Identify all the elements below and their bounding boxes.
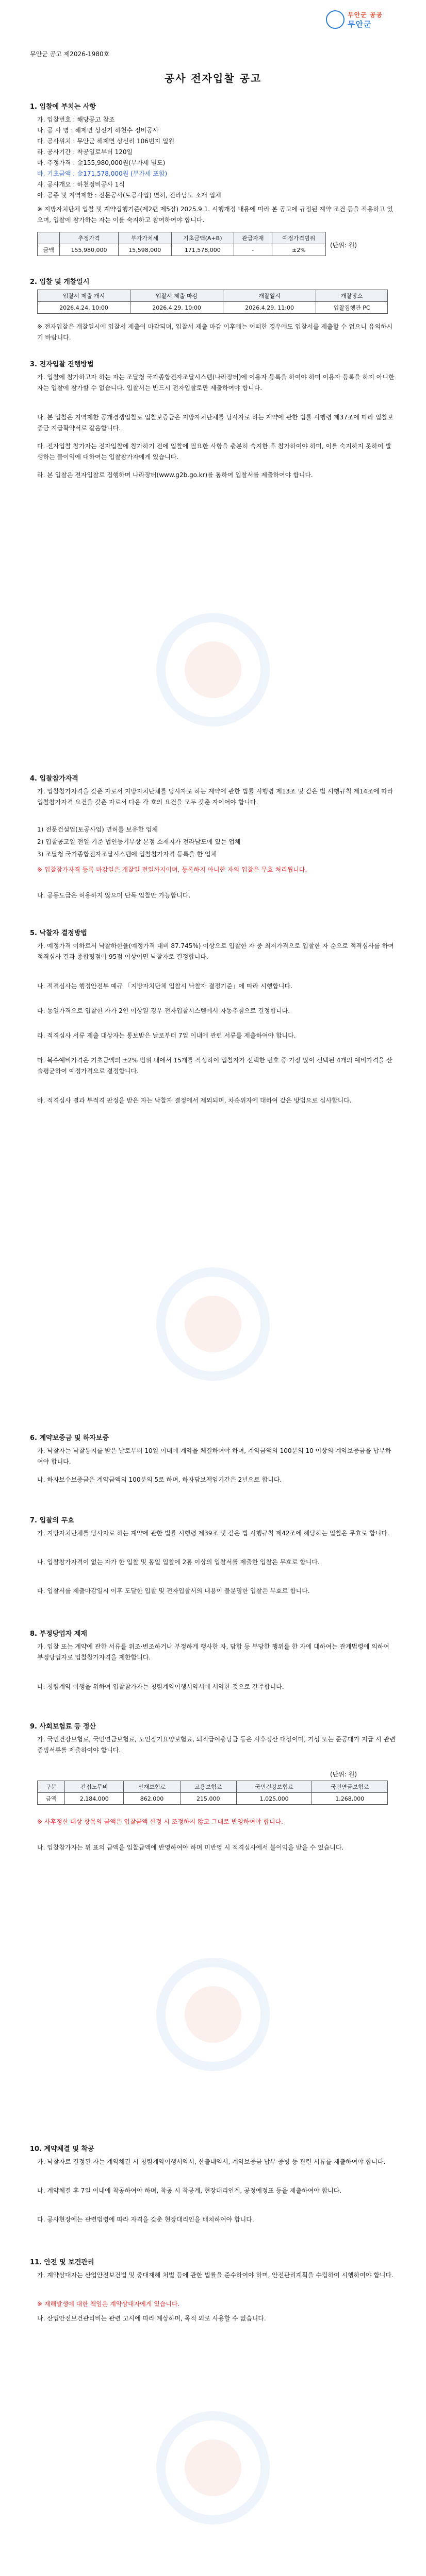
s7-paragraph: 나. 입찰참가자격이 없는 자가 한 입찰 및 동일 입찰에 2통 이상의 입찰서를 제출한 입찰은 무효로 합니다. [37,1558,320,1566]
price-table [37,232,326,256]
s2-note: ※ 전자입찰은 개찰일시에 입찰서 제출이 마감되며, 입찰서 제출 마감 이후에는 어떠한 경우에도 입찰서를 제출할 수 없으니 유의하시기 바랍니다. [37,323,393,341]
insurance-table [37,1781,388,1805]
s8-paragraph: 나. 청렴계약 이행을 위하여 입찰참가자는 청렴계약이행서약서에 서약한 것으로 간주합니다. [37,1683,284,1690]
s3-paragraph: 나. 본 입찰은 지역제한 공개경쟁입찰로 입찰보증금은 지방자치단체를 당사자로 하는 계약에 관한 법률 시행령 제37조에 따라 입찰보증금 지급확약서로 갈음합니다. [37,414,394,432]
insurance-header: 간접노무비 [65,1781,124,1793]
price-table-header [38,232,60,244]
county-watermark-icon [136,592,290,747]
price-table-caption: (단위: 원) [330,242,357,249]
s3-paragraph: 다. 전자입찰 참가자는 전자입찰에 참가하기 전에 입찰에 필요한 사항을 충분히 숙지한 후 참가하여야 하며, 이를 숙지하지 못하여 발생하는 불이익에 대하여는 입찰참가자에게 있습니다. [37,443,391,461]
s5-paragraph: 나. 적격심사는 행정안전부 예규 「지방자치단체 입찰시 낙찰자 결정기준」에 따라 시행합니다. [37,982,292,990]
s5-paragraph: 다. 동일가격으로 입찰한 자가 2인 이상일 경우 전자입찰시스템에서 자동추첨으로 결정합니다. [37,1007,290,1014]
s1-line: 마. 추정가격 : 金155,980,000원(부가세 별도) [37,159,166,166]
logo-big-text: 무안군 [348,20,372,29]
price-table-cell: - [234,244,272,256]
schedule-header: 입찰서 제출 개시 [38,290,130,302]
price-table-cell: 171,578,000 [171,244,234,256]
s9-warning: ※ 사후정산 대상 항목의 금액은 입찰금액 산정 시 조정하지 않고 그대로 반영하여야 합니다. [37,1818,283,1825]
s5-paragraph: 마. 복수예비가격은 기초금액의 ±2% 범위 내에서 15개를 작성하여 입찰자가 선택한 번호 중 가장 많이 선택된 4개의 예비가격을 산술평균하여 예정가격으로 결정합니다. [37,1057,392,1075]
price-table-header: 추정가격 [60,232,118,244]
insurance-table-caption: (단위: 원) [330,1771,357,1778]
county-seal-icon [326,10,345,29]
price-table-cell: 금액 [38,244,60,256]
s10-paragraph: 다. 공사현장에는 관련법령에 따라 자격을 갖춘 현장대리인을 배치하여야 합니다. [37,2216,254,2223]
section-7-heading: 7. 입찰의 무효 [30,1517,74,1524]
s1-line: 가. 입찰번호 : 해당공고 참조 [37,116,115,123]
section-1-heading: 1. 입찰에 부치는 사항 [30,103,96,111]
s1-line: 바. 기초금액 : 金171,578,000원 (부가세 포함) [37,170,168,177]
s4-paragraph: 1) 전문건설업(토공사업) 면허를 보유한 업체 [37,826,158,833]
section-6-heading: 6. 계약보증금 및 하자보증 [30,1434,109,1442]
page-title: 공사 전자입찰 공고 [164,72,262,84]
schedule-header: 개찰일시 [223,290,316,302]
price-table-cell: ±2% [272,244,325,256]
logo-small-text: 무안군 공공 [348,11,383,19]
county-logo [326,9,388,32]
s1-line: 나. 공 사 명 : 해제면 상신기 하천수 정비공사 [37,127,159,134]
s9-paragraph: 가. 국민건강보험료, 국민연금보험료, 노인장기요양보험료, 퇴직급여충당금 등은 사후정산 대상이며, 기성 또는 준공대가 지급 시 관련 증빙서류를 제출하여야 합니다. [37,1736,396,1754]
section-11-heading: 11. 안전 및 보건관리 [30,2259,94,2266]
s4-paragraph: 3) 조달청 국가종합전자조달시스템에 입찰참가자격 등록을 한 업체 [37,851,217,858]
s5-paragraph: 가. 예정가격 이하로서 낙찰하한율(예정가격 대비 87.745%) 이상으로 입찰한 자 중 최저가격으로 입찰한 자 순으로 적격심사를 하여 적격심사 결과 종합평점이 95점 이상이면 낙찰자로 결정합니다. [37,942,394,960]
schedule-table [37,290,388,314]
s3-paragraph: 가. 입찰에 참가하고자 하는 자는 조달청 국가종합전자조달시스템(나라장터)에 이용자 등록을 하여야 하며 이용자 등록을 하지 아니한 자는 입찰에 참가할 수 없습니다. 입찰서는 반드시 전자입찰로만 제출하여야 합니다. [37,374,395,392]
document-number: 무안군 공고 제2026-1980호 [30,50,110,58]
s4-paragraph: 가. 입찰참가자격을 갖춘 자로서 지방자치단체를 당사자로 하는 계약에 관한 법률 시행령 제13조 및 같은 법 시행규칙 제14조에 따라 입찰참가자격 요건을 갖춘 자로서 다음 각 호의 요건을 모두 갖춘 자이어야 합니다. [37,788,394,806]
s11-paragraph: 가. 계약상대자는 산업안전보건법 및 중대재해 처벌 등에 관한 법률을 준수하여야 하며, 안전관리계획을 수립하여 시행하여야 합니다. [37,2272,394,2279]
s8-paragraph: 가. 입찰 또는 계약에 관한 서류를 위조·변조하거나 부정하게 행사한 자, 담합 등 부당한 행위를 한 자에 대하여는 관계법령에 의하여 부정당업자로 입찰참가자격을 제한합니다. [37,1643,389,1661]
insurance-header: 고용보험료 [180,1781,236,1793]
schedule-cell: 2026.4.29. 10:00 [130,302,223,314]
s6-paragraph: 가. 낙찰자는 낙찰통지를 받은 날로부터 10일 이내에 계약을 체결하여야 하며, 계약금액의 100분의 10 이상의 계약보증금을 납부하여야 합니다. [37,1447,391,1465]
section-5-heading: 5. 낙찰자 결정방법 [30,929,87,937]
s11-warning: ※ 재해발생에 대한 책임은 계약상대자에게 있습니다. [37,2300,180,2308]
section-10-heading: 10. 계약체결 및 착공 [30,2145,94,2153]
section-9-heading: 9. 사회보험료 등 정산 [30,1723,96,1731]
insurance-cell: 금액 [38,1793,65,1805]
insurance-header: 산재보험료 [124,1781,180,1793]
s10-paragraph: 나. 계약체결 후 7일 이내에 착공하여야 하며, 착공 시 착공계, 현장대리인계, 공정예정표 등을 제출하여야 합니다. [37,2187,342,2194]
s4-warning: ※ 입찰참가자격 등록 마감일은 개찰일 전일까지이며, 등록하지 아니한 자의 입찰은 무효 처리됩니다. [37,866,307,873]
insurance-header: 국민연금보험료 [312,1781,388,1793]
s1-line: 아. 공종 및 지역제한 : 전문공사(토공사업) 면허, 전라남도 소재 업체 [37,192,221,199]
s9-paragraph: 나. 입찰참가자는 위 표의 금액을 입찰금액에 반영하여야 하며 미반영 시 적격심사에서 불이익을 받을 수 있습니다. [37,1844,344,1851]
price-table-header: 부가가치세 [118,232,171,244]
schedule-cell: 입찰집행관 PC [316,302,388,314]
insurance-header: 구분 [38,1781,65,1793]
s7-paragraph: 가. 지방자치단체를 당사자로 하는 계약에 관한 법률 시행령 제39조 및 같은 법 시행규칙 제42조에 해당하는 입찰은 무효로 합니다. [37,1530,389,1537]
s3-paragraph: 라. 본 입찰은 전자입찰로 집행하며 나라장터(www.g2b.go.kr)를 통하여 입찰서를 제출하여야 합니다. [37,471,313,479]
section-3-heading: 3. 전자입찰 진행방법 [30,361,94,368]
s11-paragraph: 나. 산업안전보건관리비는 관련 고시에 따라 계상하며, 목적 외로 사용할 수 없습니다. [37,2315,266,2322]
s1-notice: ※ 지방자치단체 입찰 및 계약집행기준(제2편 제5장) 2025.9.1. 시행개정 내용에 따라 본 공고에 규정된 계약 조건 등을 적용하고 있으며, 입찰에 참가하는 자는 이를 숙지하고 참여하여야 합니다. [37,206,394,224]
price-table-header: 기초금액(A+B) [171,232,234,244]
s4-paragraph: 2) 입찰공고일 전일 기준 법인등기부상 본점 소재지가 전라남도에 있는 업체 [37,838,241,845]
s5-paragraph: 라. 적격심사 서류 제출 대상자는 통보받은 날로부터 7일 이내에 관련 서류를 제출하여야 합니다. [37,1032,296,1039]
insurance-cell: 1,025,000 [236,1793,312,1805]
price-table-header: 예정가격범위 [272,232,325,244]
section-4-heading: 4. 입찰참가자격 [30,775,78,783]
section-8-heading: 8. 부정당업자 제재 [30,1630,87,1638]
county-watermark-icon [136,1247,290,1401]
price-table-header: 관급자재 [234,232,272,244]
section-2-heading: 2. 입찰 및 개찰일시 [30,278,90,286]
insurance-header: 국민건강보험료 [236,1781,312,1793]
s1-line: 라. 공사기간 : 착공일로부터 120일 [37,148,133,156]
county-watermark-icon [136,1937,290,2092]
s5-paragraph: 바. 적격심사 결과 부적격 판정을 받은 자는 낙찰자 결정에서 제외되며, 차순위자에 대하여 같은 방법으로 심사합니다. [37,1097,352,1104]
county-watermark-icon [136,2391,290,2545]
schedule-header: 입찰서 제출 마감 [130,290,223,302]
schedule-cell: 2026.4.24. 10:00 [38,302,130,314]
insurance-cell: 1,268,000 [312,1793,388,1805]
s4-paragraph: 나. 공동도급은 허용하지 않으며 단독 입찰만 가능합니다. [37,892,191,899]
price-table-cell: 155,980,000 [60,244,118,256]
s6-paragraph: 나. 하자보수보증금은 계약금액의 100분의 5로 하며, 하자담보책임기간은 2년으로 합니다. [37,1476,282,1483]
insurance-cell: 215,000 [180,1793,236,1805]
s10-paragraph: 가. 낙찰자로 결정된 자는 계약체결 시 청렴계약이행서약서, 산출내역서, 계약보증금 납부 증빙 등 관련 서류를 제출하여야 합니다. [37,2158,386,2165]
s1-line: 다. 공사위치 : 무안군 해제면 상신리 106번지 일원 [37,138,175,145]
insurance-cell: 862,000 [124,1793,180,1805]
s7-paragraph: 다. 입찰서를 제출마감일시 이후 도달한 입찰 및 전자입찰서의 내용이 불분명한 입찰은 무효로 합니다. [37,1587,310,1595]
insurance-cell: 2,184,000 [65,1793,124,1805]
schedule-header: 개찰장소 [316,290,388,302]
schedule-cell: 2026.4.29. 11:00 [223,302,316,314]
s1-line: 사. 공사개요 : 하천정비공사 1식 [37,181,125,188]
price-table-cell: 15,598,000 [118,244,171,256]
